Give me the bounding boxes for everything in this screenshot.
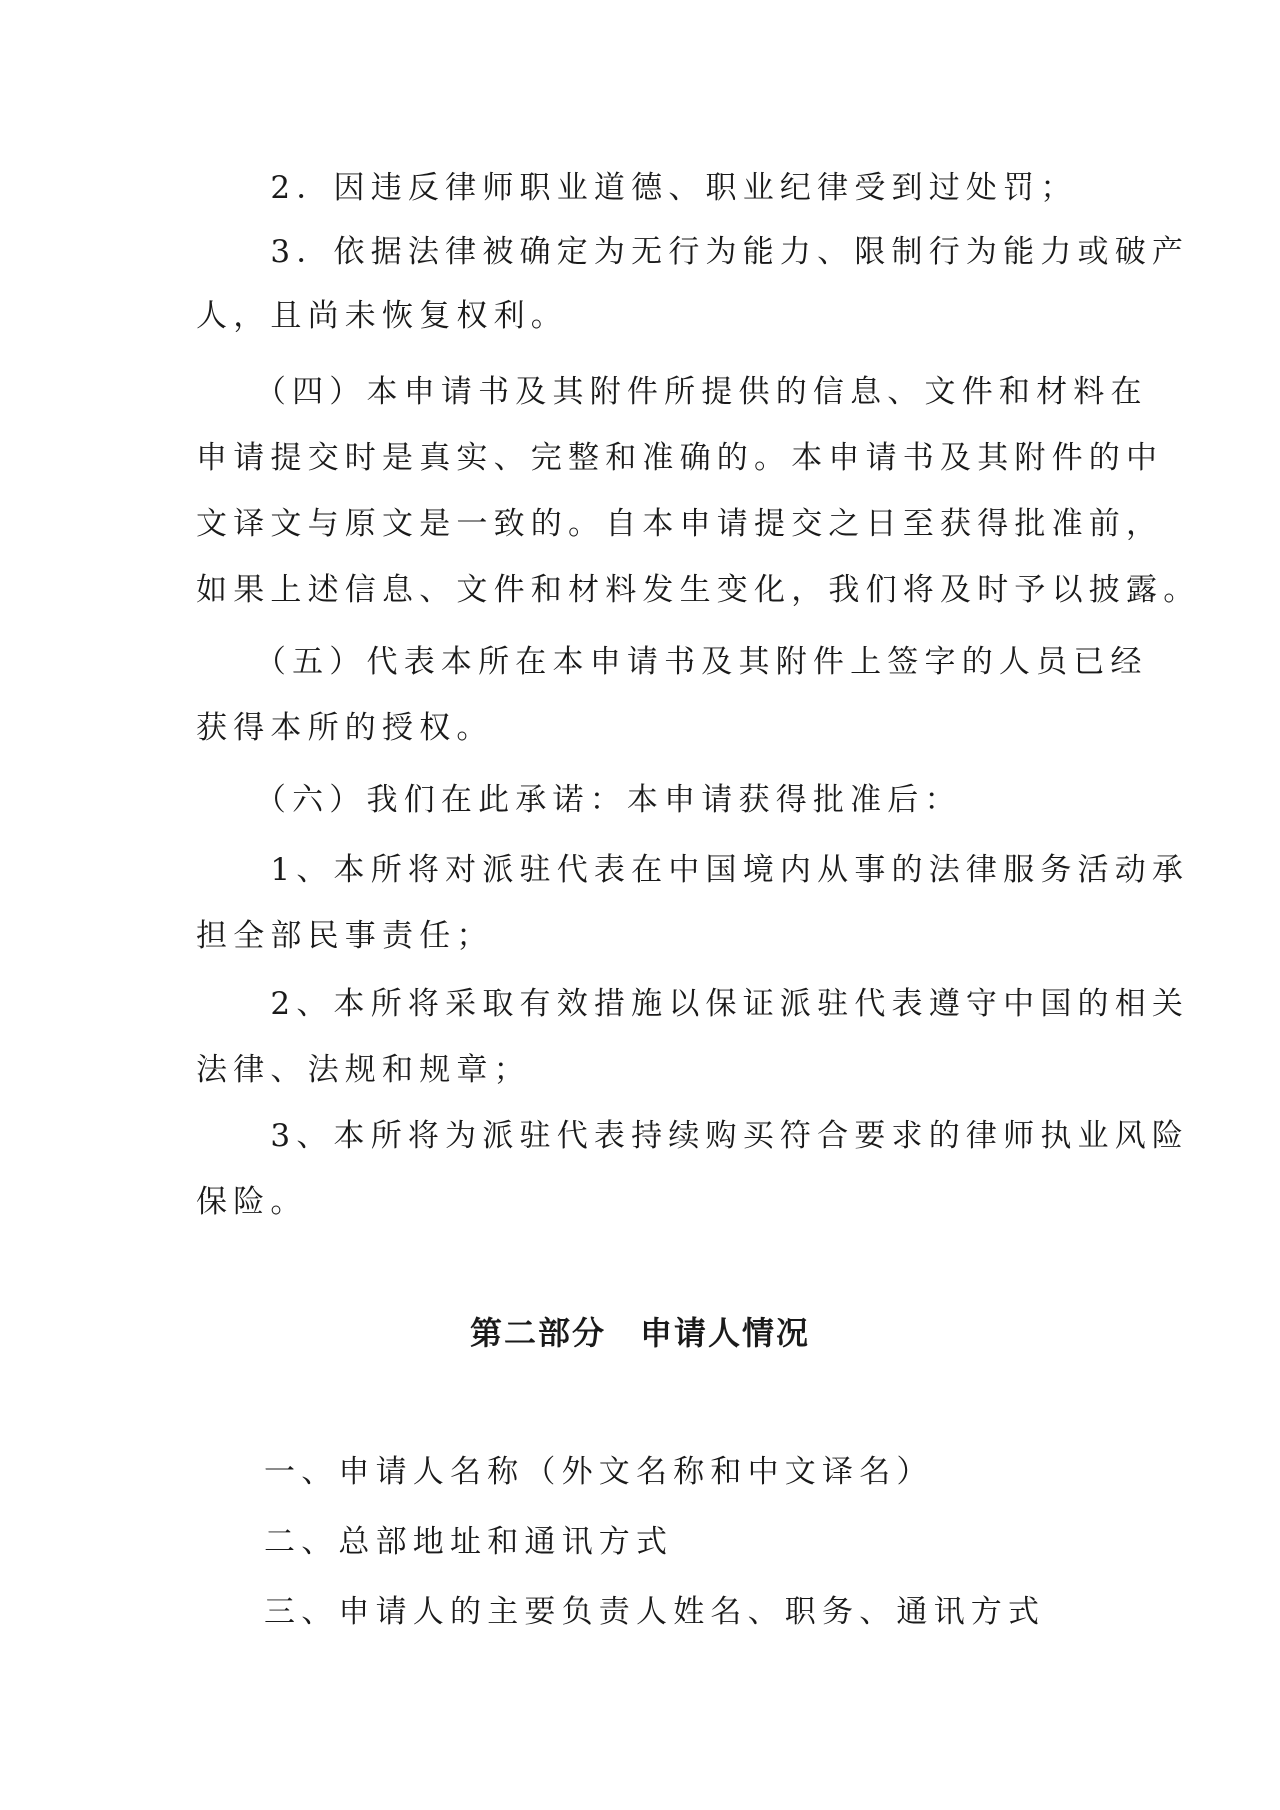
paragraph-line: 2．因违反律师职业道德、职业纪律受到过处罚； xyxy=(196,170,1078,206)
paragraph-line: 如果上述信息、文件和材料发生变化，我们将及时予以披露。 xyxy=(196,572,1201,608)
paragraph-line: 2、本所将采取有效措施以保证派驻代表遵守中国的相关 xyxy=(196,986,1190,1022)
paragraph-line: （四）本申请书及其附件所提供的信息、文件和材料在 xyxy=(196,374,1148,410)
section-heading: 第二部分 申请人情况 xyxy=(469,1314,810,1352)
paragraph-line: 3．依据法律被确定为无行为能力、限制行为能力或破产 xyxy=(196,234,1190,270)
paragraph-line: 人，且尚未恢复权利。 xyxy=(196,298,568,334)
paragraph-line: 获得本所的授权。 xyxy=(196,710,494,746)
paragraph-line: 1、本所将对派驻代表在中国境内从事的法律服务活动承 xyxy=(196,852,1190,888)
paragraph-line: 保险。 xyxy=(196,1184,308,1220)
list-item: 一、申请人名称（外文名称和中文译名） xyxy=(264,1454,934,1490)
paragraph-line: （五）代表本所在本申请书及其附件上签字的人员已经 xyxy=(196,644,1148,680)
paragraph-line: 文译文与原文是一致的。自本申请提交之日至获得批准前， xyxy=(196,506,1164,542)
paragraph-line: （六）我们在此承诺：本申请获得批准后： xyxy=(196,782,962,818)
list-item: 二、总部地址和通讯方式 xyxy=(264,1524,674,1560)
paragraph-line: 3、本所将为派驻代表持续购买符合要求的律师执业风险 xyxy=(196,1118,1190,1154)
paragraph-line: 法律、法规和规章； xyxy=(196,1052,531,1088)
paragraph-line: 申请提交时是真实、完整和准确的。本申请书及其附件的中 xyxy=(196,440,1164,476)
list-item: 三、申请人的主要负责人姓名、职务、通讯方式 xyxy=(264,1594,1046,1630)
paragraph-line: 担全部民事责任； xyxy=(196,918,494,954)
